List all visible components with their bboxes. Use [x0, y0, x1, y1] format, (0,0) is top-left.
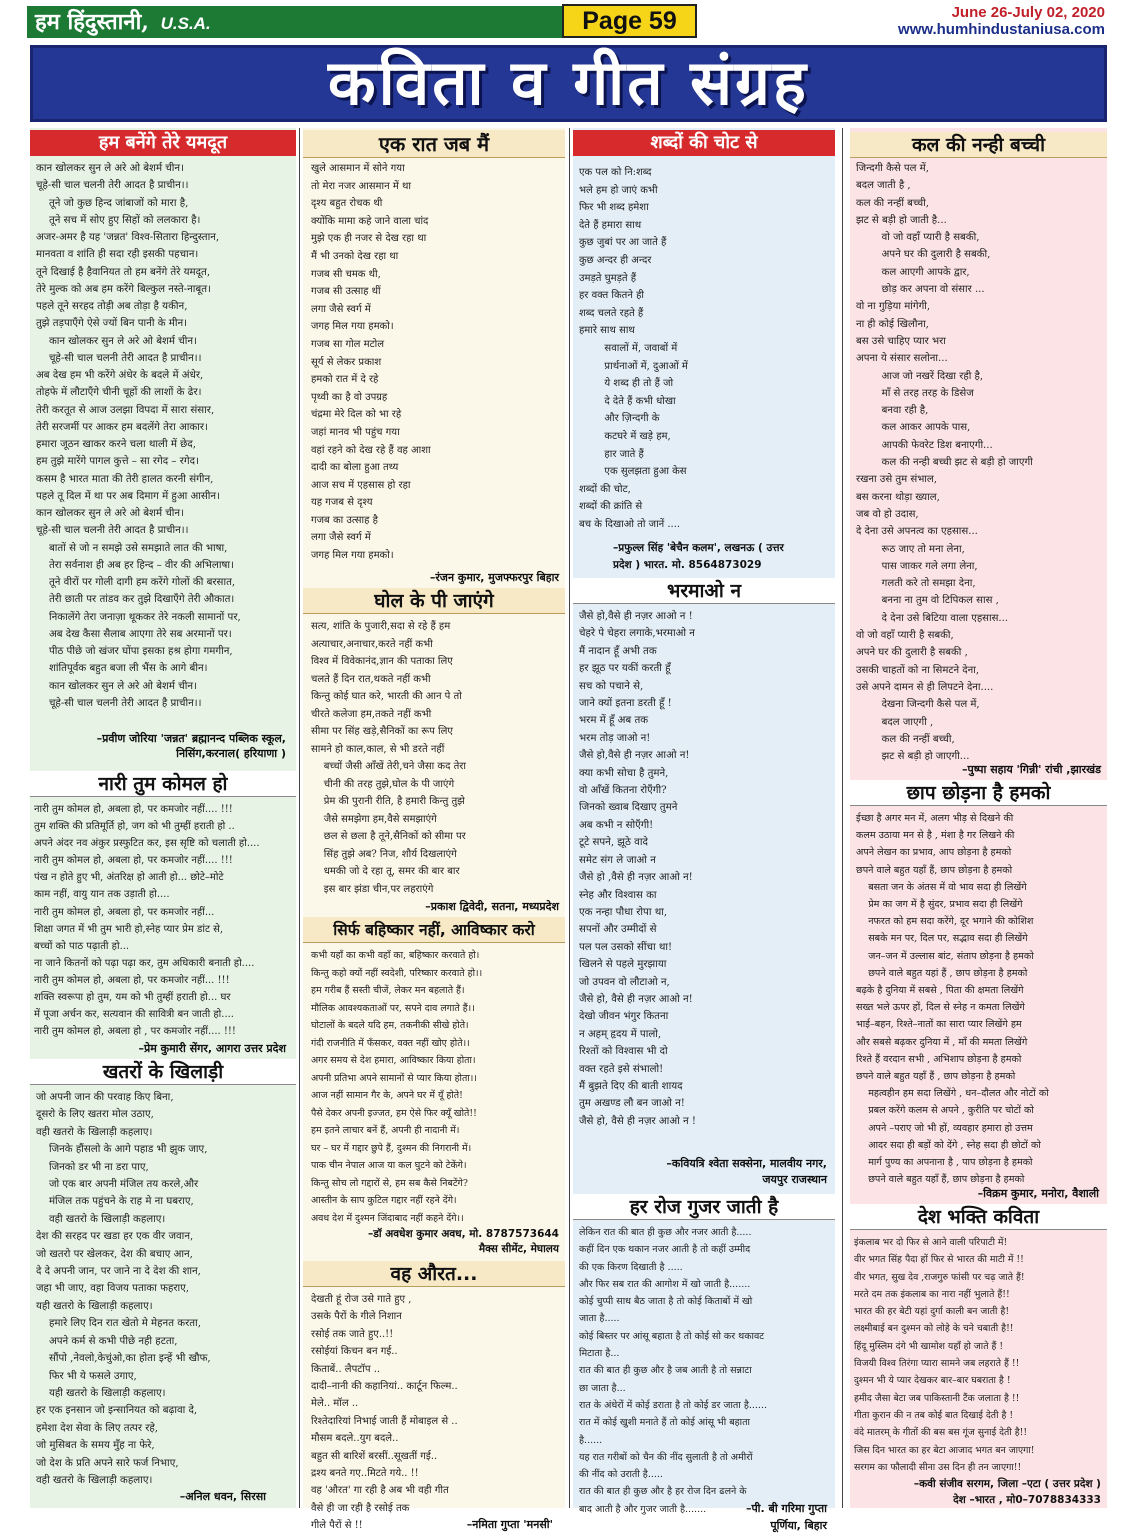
poem-title: हर रोज गुजर जाती है [573, 1194, 835, 1220]
brand-name: हम हिंदुस्तानी, [35, 9, 149, 35]
poem-text: लेकिन रात की बात ही कुछ और नजर आती है..... कहीं दिन एक थकान नजर आती है तो कहीं उम्मीद की एक किरण दिखाती है ..... और फिर सब रात की आगोश में खो जाती है....... कोई चुप्पी साध बैठ जाता है तो कोई किताबों में खो जाता है..... कोई बिस्तर पर आंसू बहाता है तो कोई सो कर थकावट मिटाता है... रात की बात ही कुछ और है जब आती है तो सन्नाटा छा जाता है... रात के अंधेरों में कोई डराता है तो कोई डर जाता है...... रात में कोई खुशी मनाते हैं तो कोई आंसू भी बहाता है...... यह रात गरीबों को चैन की नींद सुलाती है तो अमीरों की नींद को उराती है..... रात की बात ही कुछ और है हर रोज दिन ढलने के बाद आती है और गुजर जाती है....... [579, 1227, 767, 1515]
dateline [898, 4, 1105, 38]
brand-country: U.S.A. [160, 14, 211, 33]
column-3 [573, 128, 835, 1532]
poem-text: कान खोलकर सुन ले अरे ओ बेशर्म चीन। चूहे-सी चाल चलनी तेरी आदत है प्राचीन।। तूने जो कुछ हिन्द जांबाजों को मारा है, तूने सच में सोए हुए सिहों को ललकारा है। अजर-अमर है यह 'जन्नत' विश्व-सितारा हिन्दुस्तान, मानवता व शांति ही सदा रही इसकी पहचान। तूने दिखाई है हैवानियत तो हम बनेंगे तेरे यमदूत, तेरे मुल्क को अब हम करेंगे बिल्कुल नस्ते-नाबूत। पहले तूने सरहद तोड़ी अब तोड़ा है यकीन, तुझे तड़पाएँगे ऐसे ज्यों बिन पानी के मीन। कान खोलकर सुन ले अरे ओ बेशर्म चीन। चूहे-सी चाल चलनी तेरी आदत है प्राचीन।। अब देख हम भी करेंगे अंधेर के बदले में अंधेर, तोहफे में लौटाएँगे चीनी चूहों की लाशों के ढेर। तेरी करतूत से आज उलझा विपदा में सारा संसार, तेरी सरजमीं पर आकर हम बदलेंगे तेरा आकार। हमारा जूठन खाकर करने चला थाली में छेद, हम तुझे मारेंगे पागल कुत्ते – सा रगेद – रगेद। कसम है भारत माता की तेरी हालत करनी संगीन, पहले तू दिल में था पर अब दिमाग में हुआ आसीन। कान खोलकर सुन ले अरे ओ बेशर्म चीन। चूहे-सी चाल चलनी तेरी आदत है प्राचीन।। बातों से जो न समझे उसे समझाते लात की भाषा, तेरा सर्वनाश ही अब हर हिन्द – वीर की अभिलाषा। तूने वीरों पर गोली दागी हम करेंगे गोलों की बरसात, तेरी छाती पर तांडव कर तुझे दिखाएँगे तेरी औकात। निकालेंगे तेरा जनाज़ा थूककर तेरे नकली सामानों पर, अब देख कैसा सैलाब आएगा तेरे सब अरमानों पर। पीठ पीछे जो खंजर घोंपा इसका हश्र होगा गमगीन, शांतिपूर्वक बहुत बजा ली भैंस के आगे बीन। कान खोलकर सुन ले अरे ओ बेशर्म चीन। चूहे-सी चाल चलनी तेरी आदत है प्राचीन।। [36, 163, 241, 709]
column-4 [850, 128, 1107, 1508]
poem-credit: –प्रवीण जोरिया 'जन्नत' ब्रह्मानन्द पब्लिक स्कूल, निसिंग,करनाल( हरियाणा ) [96, 732, 286, 760]
poem-text: ईच्छा है अगर मन में, अलग भीड़ से दिखने की कलम उठाया मन से है , मंशा है गर लिखने की अपने लेखन का प्रभाव, आप छोड़ना है हमको छपने वाले बहुत यहाँ हैं, छाप छोड़ना है हमको बसता जन के अंतस में वो भाव सदा ही लिखेंगे प्रेम का जग में है सुंदर, प्रभाव सदा ही लिखेंगे नफरत को हम सदा करेंगे, दूर भगाने की कोशिश सबके मन पर, दिल पर, सद्भाव सदा ही लिखेंगे जन–जन में उल्लास बांट, संताप छोड़ना है हमको छपने वाले बहुत यहां हैं , छाप छोड़ना है हमको बढ़के है दुनिया में सबसे , पिता की क्षमता लिखेंगे सख्त भले ऊपर हों, दिल से स्नेह न कमता लिखेंगे भाई–बहन, रिश्ते–नातों का सारा प्यार लिखेंगे हम और सबसे बढ़कर दुनिया में , माँ की ममता लिखेंगे रिश्ते हैं वरदान सभी , अभिशाप छोड़ना है हमको छपने वाले बहुत यहाँ हैं , छाप छोड़ना है हमको महत्वहीन हम सदा लिखेंगे , धन–दौलत और नोटों को प्रबल करेंगे कलम से अपने , कुरीति पर चोटों को अपने –पराए जो भी हों, व्यवहार हमारा हो उत्तम आदर सदा ही बड़ों को देंगे , स्नेह सदा ही छोटों को मार्ग पुण्य का अपनाना है , पाप छोड़ना है हमको छपने वाले बहुत यहाँ हैं, छाप छोड़ना है हमको [856, 813, 1049, 1186]
page-number: Page 59 [562, 4, 697, 38]
poem-text: कभी यहाँ का कभी वहाँ का, बहिष्कार करवाते हो। किन्तु कहो क्यों नहीं स्वदेशी, परिष्कार करवाते हो।। हम गरीब हैं सस्ती चीजें, लेकर मन बहलाते हैं। मौलिक आवश्यकताओं पर, सपने दाव लगाते हैं।। घोटालों के बदले यदि हम, तकनीकी सीखे होते। गंदी राजनीति में फँसकर, वक्त नहीं खोए होते।। अगर समय से देश हमारा, आविष्कार किया होता। अपनी प्रतिभा अपने सामानों से प्यार किया होता।। आज नहीं सामान गैर के, अपने घर में यूँ होते! पैसे देकर अपनी इज्जत, हम ऐसे फिर क्यूँ खोते!! हम इतने लाचार बनें हैं, अपनी ही नादानी में। घर – घर में गद्दार छुपे हैं, दुश्मन की निगरानी में। पाक चीन नेपाल आज या कल घुटने को टेकेंगे। किन्तु सोच लो गद्दारों से, हम सब कैसे निबटेंगे? आस्तीन के साप कुटिल गद्दार नहीं रहने देंगे। अवध देश में दुश्मन जिंदाबाद नहीं कहने देंगे।। [311, 950, 483, 1224]
issue-date: June 26-July 02, 2020 [951, 4, 1105, 21]
section-banner [30, 45, 1107, 122]
column-divider [299, 128, 300, 1508]
poem-title: देश भक्ति कविता [850, 1204, 1107, 1230]
poem-title: छाप छोड़ना है हमको [850, 780, 1107, 806]
poem-text: एक पल को नि:शब्द भले हम हो जाएं कभी फिर भी शब्द हमेशा देते हैं हमारा साथ कुछ जुबां पर आ जाते हैं कुछ अन्दर ही अन्दर उमड़ते घुमड़ते हैं हर वक्त कितने ही शब्द चलते रहते हैं हमारे साथ साथ सवालों में, जवाबों में प्रार्थनाओं में, दुआओं में ये शब्द ही तो हैं जो दे देते हैं कभी धोखा और ज़िन्दगी के कटघरे में खड़े हम, हार जाते हैं एक सुलझता हुआ केस शब्दों की चोट, शब्दों की क्रांति से बच के दिखाओ तो जानें .... [579, 167, 688, 530]
masthead [0, 0, 1135, 42]
newspaper-brand [27, 6, 572, 38]
section-title: कविता व गीत संग्रह [328, 46, 809, 119]
poem-text: इंकलाब भर दो फिर से आने वाली परिपाटी में! वीर भगत सिंह पैदा हों फिर से भारत की माटी में !! वीर भगत, सुख देव ,राजगुरु फांसी पर चढ़ जाते हैं! मरते दम तक इंकलाब का नारा नहीं भुलाते हैं!! भारत की हर बेटी यहां दुर्गा काली बन जाती है! लक्ष्मीबाई बन दुश्मन को लोहे के चने चबाती है!! हिंदू मुस्लिम दंगे भी खामोश यहाँ हो जाते हैं ! विजयी विश्व तिरंगा प्यारा सामने जब लहराते हैं !! दुश्मन भी ये प्यार देखकर बार–बार घबराता है ! हमीद जैसा बेटा जब पाकिस्तानी टैंक जलाता है !! गीता कुरान की न तब कोई बात दिखाई देती है ! वंदे मातरम् के गीतों की बस बस गूंज सुनाई देती है!! जिस दिन भारत का हर बेटा आजाद भगत बन जाएगा! सरगम का फौलादी सीना उस दिन ही तन जाएगा!! [854, 1237, 1035, 1473]
poem-credit: –प्रकाश द्विवेदी, सतना, मध्यप्रदेश [425, 900, 559, 913]
poem-text: देखती हूं रोज उसे गाते हुए , उसके पैरों के गीले निशान रसोई तक जाते हुए..!! रसोईयां किचन बन गई.. किताबें.. लैपटॉप .. दादी–नानी की कहानियां.. कार्टून फिल्म.. मेले.. मॉल .. रिश्तेदारियां निभाई जाती हैं मोबाइल से .. मौसम बदले..युग बदले.. बहुत सी बारिशें बरसीं..सूखतीं गई.. द्रश्य बनते गए..मिटते गये.. !! वह 'औरत' गा रही है अब भी वही गीत वैसे ही जा रही है रसोई तक गीले पैरों से !! [311, 1294, 458, 1532]
poem-title: वह औरत... [303, 1261, 565, 1287]
poem-title: खतरों के खिलाड़ी [30, 1059, 296, 1085]
poem-credit: –पुष्पा सहाय 'गिन्नी' रांची ,झारखंड [961, 763, 1101, 776]
poem-title: शब्दों की चोट से [573, 130, 835, 156]
column-divider [842, 128, 843, 1508]
poem-title: घोल के पी जाएंगे [303, 588, 565, 614]
poem-credit: –कवी संजीव सरगम, जिला –एटा ( उत्तर प्रदेश ) देश –भारत , मो0–7078834333 [913, 1478, 1101, 1506]
poem-credit: –अनिल धवन, सिरसा [179, 1490, 266, 1503]
column-divider [569, 128, 570, 1508]
poem-credit: –प्रफुल्ल सिंह 'बेचैन कलम', लखनऊ ( उत्तर प्रदेश ) भारत. मो. 8564873029 [613, 542, 784, 571]
poem-text: सत्य, शांति के पुजारी,सदा से रहे हैं हम अत्याचार,अनाचार,करते नहीं कभी विश्व में विवेकानंद,ज्ञान की पताका लिए चलते हैं दिन रात,थकते नहीं कभी किन्तु कोई घात करे, भारती की आन पे तो चीरते कलेजा हम,तकते नहीं कभी सीमा पर सिंह खड़े,सैनिकों का रूप लिए सामने हो काल,काल, से भी डरते नहीं बच्चों जैसी आँखें तेरी,चने जैसा कद तेरा चीनी की तरह तुझे,घोल के पी जाएंगे प्रेम की पुरानी रीति, है हमारी किन्तु तुझे जैसे समझेगा हम,वैसे समझाएंगे छल से छला है तूने,सैनिकों को सीमा पर सिंह तुझे अब? निज, शौर्य दिखलाएंगे धमकी जो दे रहा तू, समर की बार बार इस बार झंडा चीन,पर लहराएंगे [311, 621, 466, 895]
poem-title: भरमाओ न [573, 578, 835, 604]
poem-title: एक रात जब मैं [303, 130, 565, 158]
poem-text: जो अपनी जान की परवाह किए बिना, दूसरो के लिए खतरा मोल उठाए, वही खतरो के खिलाड़ी कहलाए। जिनके हौंसलो के आगे पहाड भी झुक जाए, जिनको डर भी ना डरा पाए, जो एक बार अपनी मंजिल तय करले,और मंजिल तक पहुंचने के राह मे ना घबराए, वही खतरो के खिलाड़ी कहलाए। देश की सरहद पर खडा हर एक वीर जवान, जो खतरो पर खेलकर, देश की बचाए आन, दे दे अपनी जान, पर जाने ना दे देश की शान, जहा भी जाए, वहा विजय पताका फहराए, यही खतरो के खिलाड़ी कहलाए। हमारे लिए दिन रात खेतो मे मेहनत करता, अपने कर्म से कभी पीछे नही हटता, सौंपो ,नेवलो,केचुंओ,का होता इन्हें भी खौफ, फिर भी ये फसले उगाए, यही खतरो के खिलाड़ी कहलाए। हर एक इनसान जो इन्सानियत को बढ़ावा दे, हमेशा देश सेवा के लिए तत्पर रहे, जो मुसिबत के समय मुँह ना फेरे, जो देश के प्रति अपने सारे फर्ज निभाए, वही खतरो के खिलाड़ी कहलाए। [36, 1092, 211, 1486]
poem-credit: –रंजन कुमार, मुजफ्फरपुर बिहार [429, 571, 559, 584]
poem-text: खुले आसमान में सोने गया तो मेरा नजर आसमान में था दृश्य बहुत रोचक थी क्योंकि मामा कहे जाने वाला चांद मुझे एक ही नजर से देख रहा था मैं भी उनको देख रहा था गजब सी चमक थी, गजब सी उत्साह थीं लगा जैसे स्वर्ग में जगह मिल गया हमको। गजब सा गोल मटोल सूर्य से लेकर प्रकाश हमको रात में दे रहे पृथ्वी का है वो उपग्रह चंद्रमा मेरे दिल को भा रहे जहां मानव भी पहुंच गया वहां रहने को देख रहे हैं वह आशा दादी का बोला हुआ तथ्य आज सच में एहसास हो रहा यह गजब से दृश्य गजब का उत्साह है लगा जैसे स्वर्ग में जगह मिल गया हमको। [311, 163, 431, 562]
website-link[interactable]: www.humhindustaniusa.com [898, 21, 1105, 38]
poem-text: जिन्दगी कैसे पल में, बदल जाती है , कल की नन्हीं बच्ची, झट से बड़ी हो जाती है... वो जो वहाँ प्यारी है सबकी, अपने घर की दुलारी है सबकी, कल आएगी आपके द्वार, छोड़ कर अपना वो संसार ... वो ना गुड़िया मांगेगी, ना ही कोई खिलौना, बस उसे चाहिए प्यार भरा अपना ये संसार सलोना... आज जो नखरें दिखा रही है, माँ से तरह तरह के डिसेज बनवा रही है, कल आकर आपके पास, आपकी फेवरेट डिश बनाएगी... कल की नन्ही बच्ची झट से बड़ी हो जाएगी रखना उसे तुम संभाल, बस करना थोड़ा ख्याल, जब वो हो उदास, दे देना उसे अपनत्व का एहसास... रूठ जाए तो मना लेना, पास जाकर गले लगा लेना, गलती करे तो समझा देना, बनना ना तुम वो टिपिकल सास , दे देना उसे बिटिया वाला एहसास... वो जो वहाँ प्यारी है सबकी, अपने घर की दुलारी है सबकी , उसकी चाहतों को ना सिमटने देना, उसे अपने दामन से ही लिपटने देना.... देखना जिन्दगी कैसे पल में, बदल जाएगी , कल की नन्हीं बच्ची, झट से बड़ी हो जाएगी... [856, 163, 1033, 763]
poem-title: सिर्फ बहिष्कार नहीं, आविष्कार करो [303, 917, 565, 943]
poem-credit: –प्रेम कुमारी सेंगर, आगरा उत्तर प्रदेश [138, 1042, 286, 1055]
column-1 [30, 128, 296, 1508]
poem-credit: –पी. बी गरिमा गुप्ता पूर्णिया, बिहार [745, 1502, 827, 1532]
column-2 [303, 128, 565, 1532]
poem-credit: –डॉ अवधेश कुमार अवध, मो. 8787573644 मैक्स सीमेंट, मेघालय [367, 1228, 559, 1255]
poem-credit: –नमिता गुप्ता 'मनसी' [466, 1518, 553, 1531]
poem-text: नारी तुम कोमल हो, अबला हो, पर कमजोर नहीं.... !!! तुम शक्ति की प्रतिमूर्ति हो, जग को भी तुम्हीं हराती हो .. अपने अंदर नव अंकुर प्रस्फुटित कर, इस सृष्टि को चलाती हो.... नारी तुम कोमल हो, अबला हो, पर कमजोर नहीं.... !!! पंख न होते हुए भी, अंतरिक्ष हो आती हो... छोटे–मोटे काम नहीं, वायु यान तक उड़ाती हो.... नारी तुम कोमल हो, अबला हो, पर कमजोर नहीं... शिक्षा जगत में भी तुम भारी हो,स्नेह प्यार प्रेम डांट से, बच्चों को पाठ पढ़ाती हो... ना जाने कितनों को पढ़ा पढ़ा कर, तुम अधिकारी बनाती हो.... नारी तुम कोमल हो, अबला हो, पर कमजोर नहीं... !!! शक्ति स्वरूपा हो तुम, यम को भी तुम्हीं हराती हो... घर में पूजा अर्चन कर, सत्यवान की सावित्री बन जाती हो.... नारी तुम कोमल हो, अबला हो , पर कमजोर नहीं.... !!! [34, 804, 260, 1038]
poem-text: जैसे हो,वैसे ही नज़र आओ न ! चेहरे पे चेहरा लगाके,भरमाओ न मैं नादान हूँ अभी तक हर झूठ पर यकीं करती हूँ सच को पचाने से, जाने क्यों इतना डरती हूँ ! भरम में हूँ अब तक भरम तोड़ जाओ न! जैसे हो,वैसे ही नज़र आओ न! क्या कभी सोचा है तुमने, वो आँखें कितना रोएँगी? जिनको ख्वाब दिखाए तुमने अब कभी न सोएँगी! टूटे सपने, झूठे वादे समेट संग ले जाओ न जैसे हो ,वैसे ही नज़र आओ न! स्नेह और विश्वास का एक नन्हा पौधा रोपा था, सपनों और उम्मीदों से पल पल उसको सींचा था! खिलने से पहले मुरझाया जो उपवन वो लौटाओ न, जैसे हो, वैसे ही नज़र आओ न! देखो जीवन भंगुर कितना न अहम् हृदय में पालो, रिश्तों को विश्वास भी दो वक्त रहते इसे संभालो! मैं बुझते दिए की बाती शायद तुम अखण्ड लौ बन जाओ न! जैसे हो, वैसे ही नज़र आओ न ! [579, 611, 696, 1127]
poem-title: नारी तुम कोमल हो [30, 771, 296, 797]
poem-credit: –विक्रम कुमार, मनोरा, वैशाली [977, 1187, 1099, 1200]
poem-title: कल की नन्ही बच्ची [850, 132, 1107, 158]
poem-title: हम बनेंगे तेरे यमदूत [30, 130, 296, 156]
poem-credit: –कवियत्रि श्वेता सक्सेना, मालवीय नगर, जयपुर राजस्थान [666, 1157, 827, 1186]
